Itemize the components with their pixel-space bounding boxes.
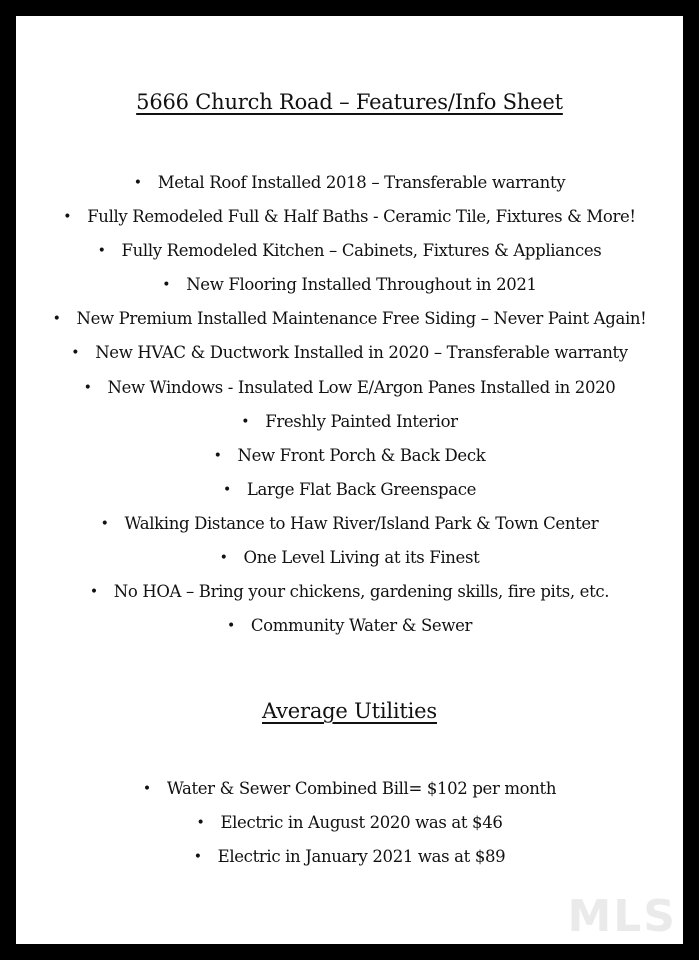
feature-text: Fully Remodeled Kitchen – Cabinets, Fixtures & Appliances bbox=[121, 241, 602, 261]
bullet-icon: • bbox=[71, 345, 80, 362]
list-item bbox=[16, 609, 683, 643]
bullet-icon: • bbox=[63, 209, 72, 226]
bullet-icon: • bbox=[213, 447, 222, 464]
list-item bbox=[16, 234, 683, 268]
feature-text: New HVAC & Ductwork Installed in 2020 – Transferable warranty bbox=[95, 343, 628, 363]
feature-text: New Front Porch & Back Deck bbox=[237, 445, 486, 465]
bullet-icon: • bbox=[100, 515, 109, 532]
bullet-icon: • bbox=[97, 243, 106, 260]
list-item bbox=[16, 166, 683, 200]
bullet-icon: • bbox=[52, 311, 61, 328]
bullet-icon: • bbox=[133, 175, 142, 191]
feature-text: New Premium Installed Maintenance Free Siding – Never Paint Again! bbox=[76, 309, 647, 329]
feature-text: Large Flat Back Greenspace bbox=[246, 479, 477, 499]
bullet-icon: • bbox=[193, 849, 202, 866]
info-sheet-page bbox=[16, 16, 683, 944]
list-item bbox=[16, 336, 683, 370]
bullet-icon: • bbox=[196, 815, 205, 832]
utility-text: Electric in January 2021 was at $89 bbox=[217, 847, 506, 867]
list-item bbox=[16, 371, 683, 405]
features-list bbox=[16, 166, 683, 643]
list-item bbox=[16, 806, 683, 840]
feature-text: Walking Distance to Haw River/Island Park & Town Center bbox=[124, 513, 599, 533]
list-item bbox=[16, 772, 683, 806]
feature-text: Freshly Painted Interior bbox=[265, 411, 458, 431]
list-item bbox=[16, 507, 683, 541]
list-item bbox=[16, 541, 683, 575]
feature-text: No HOA – Bring your chickens, gardening skills, fire pits, etc. bbox=[113, 582, 610, 602]
feature-text: One Level Living at its Finest bbox=[243, 548, 480, 568]
mls-watermark: MLS bbox=[567, 891, 677, 942]
utilities-heading: Average Utilities bbox=[262, 699, 437, 723]
bullet-icon: • bbox=[142, 781, 151, 797]
utility-text: Electric in August 2020 was at $46 bbox=[220, 813, 503, 833]
list-item bbox=[16, 405, 683, 439]
bullet-icon: • bbox=[241, 413, 250, 430]
utility-text: Water & Sewer Combined Bill= $102 per month bbox=[166, 779, 557, 798]
bullet-icon: • bbox=[89, 584, 98, 601]
list-item bbox=[16, 439, 683, 473]
bullet-icon: • bbox=[162, 277, 171, 294]
list-item bbox=[16, 268, 683, 302]
bullet-icon: • bbox=[222, 481, 231, 498]
feature-text: New Windows - Insulated Low E/Argon Panes Installed in 2020 bbox=[107, 377, 616, 397]
feature-text: Community Water & Sewer bbox=[250, 616, 473, 636]
utilities-list bbox=[16, 772, 683, 874]
list-item bbox=[16, 840, 683, 874]
list-item bbox=[16, 473, 683, 507]
feature-text: Metal Roof Installed 2018 – Transferable warranty bbox=[157, 173, 566, 192]
feature-text: New Flooring Installed Throughout in 2021 bbox=[186, 275, 537, 295]
document-title: 5666 Church Road – Features/Info Sheet bbox=[136, 90, 563, 114]
list-item bbox=[16, 302, 683, 336]
bullet-icon: • bbox=[83, 379, 92, 396]
list-item bbox=[16, 575, 683, 609]
feature-text: Fully Remodeled Full & Half Baths - Ceramic Tile, Fixtures & More! bbox=[87, 207, 636, 227]
list-item bbox=[16, 200, 683, 234]
bullet-icon: • bbox=[219, 550, 228, 567]
bullet-icon: • bbox=[226, 618, 235, 635]
